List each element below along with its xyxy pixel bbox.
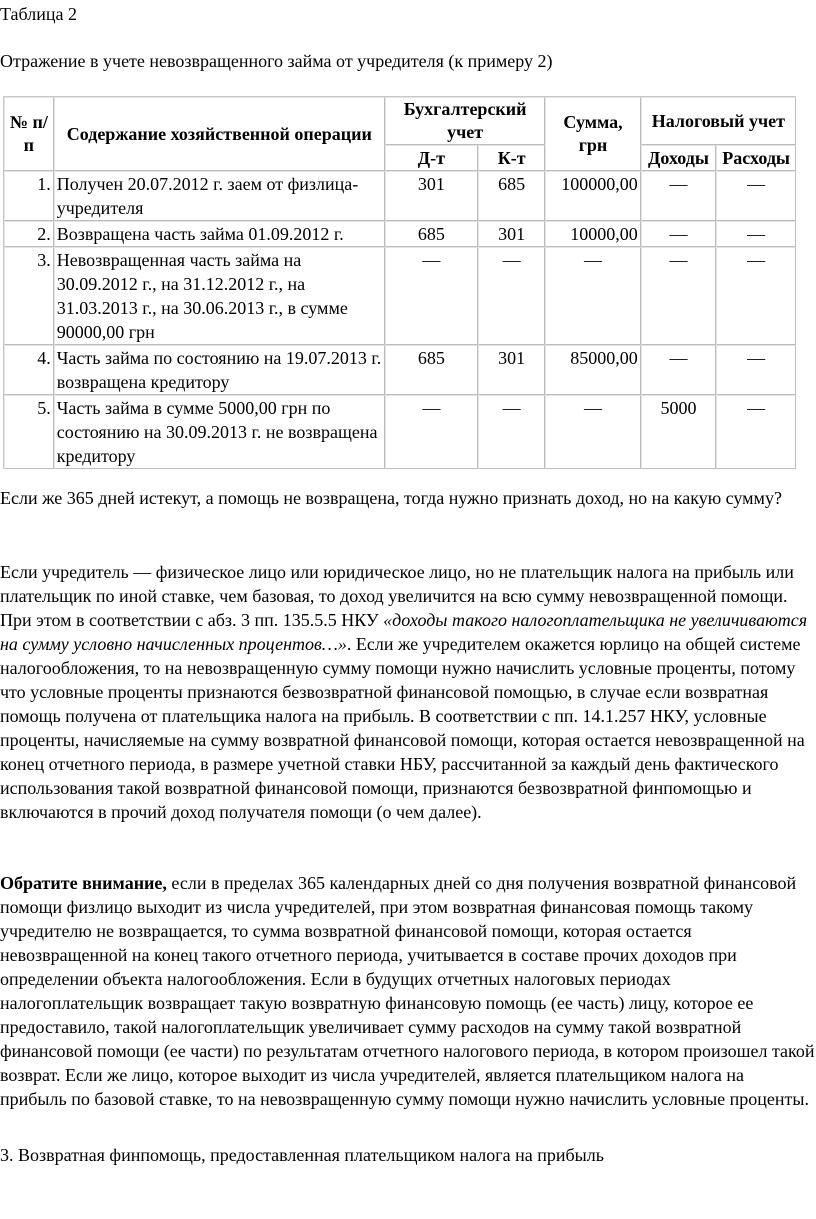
- accounting-table: [3, 96, 796, 469]
- row-credit: 301: [478, 221, 545, 247]
- row-operation: Невозвращенная часть займа на 30.09.2012 г., на 31.12.2012 г., на 31.03.2013 г., на 30.06.2013 г., в сумме 90000,00 грн: [54, 247, 385, 345]
- paragraph-founder-text-a: Если учредитель — физическое лицо или юридическое лицо, но не плательщик налога на прибыль или плательщик по иной ставке, чем базовая, то доход увеличится на всю сумму невозвращенной помощи. При этом в соответствии с абз. 3 пп. 135.5.5 НКУ: [0, 562, 794, 630]
- row-income: —: [641, 345, 717, 395]
- paragraph-attention: [0, 871, 815, 1111]
- table-row: [4, 221, 796, 247]
- row-credit: —: [478, 395, 545, 469]
- row-debit: —: [385, 395, 478, 469]
- row-debit: 685: [385, 221, 478, 247]
- table-title: Таблица 2: [0, 4, 77, 24]
- row-sum: —: [545, 395, 640, 469]
- row-income: —: [641, 247, 717, 345]
- row-credit: 685: [478, 171, 545, 221]
- row-sum: 100000,00: [545, 171, 640, 221]
- table-row: [4, 171, 796, 221]
- row-expense: —: [716, 247, 796, 345]
- paragraph-founder: [0, 560, 815, 824]
- row-num: 2.: [4, 221, 54, 247]
- row-expense: —: [716, 221, 796, 247]
- row-debit: 301: [385, 171, 478, 221]
- row-income: —: [641, 171, 717, 221]
- row-num: 4.: [4, 345, 54, 395]
- paragraph-founder-text-b: . Если же учредителем окажется юрлицо на общей системе налогообложения, то на невозвращенную сумму помощи нужно начислить условные проценты, потому что условные проценты признаются безвозвратной финансовой помощью, в случае если возвратная помощь получена от плательщика налога на прибыль. В соответствии с пп. 14.1.257 НКУ, условные проценты, начисляемые на сумму возвратной финансовой помощи, которая остается невозвращенной на конец отчетного периода, в размере учетной ставки НБУ, рассчитанной за каждый день фактического использования такой возвратной финансовой помощи, признаются безвозвратной финпомощью и включаются в прочий доход получателя помощи (о чем далее).: [0, 634, 805, 822]
- paragraph-founder-quote: «доходы такого налогоплательщика не увеличиваются на сумму условно начисленных процентов…»: [0, 610, 808, 654]
- table-row: [4, 345, 796, 395]
- row-sum: —: [545, 247, 640, 345]
- row-operation: Получен 20.07.2012 г. заем от физлица-учредителя: [54, 171, 385, 221]
- header-debit: Д-т: [385, 145, 478, 171]
- row-operation: Часть займа по состоянию на 19.07.2013 г. возвращена кредитору: [54, 345, 385, 395]
- section-heading: 3. Возвратная финпомощь, предоставленная плательщиком налога на прибыль: [0, 1145, 604, 1165]
- row-num: 1.: [4, 171, 54, 221]
- header-tax: Налоговый учет: [641, 97, 796, 145]
- attention-text: если в пределах 365 календарных дней со дня получения возвратной финансовой помощи физлицо выходит из числа учредителей, при этом возвратная финансовая помощь такому учредителю не возвращается, то сумма возвратной финансовой помощи, которая остается невозвращенной на конец такого отчетного периода, учитывается в составе прочих доходов при определении объекта налогообложения. Если в будущих отчетных налоговых периодах налогоплательщик возвращает такую возвратную финансовую помощь (ее часть) лицу, которое ее предоставило, такой налогоплательщик увеличивает сумму расходов на сумму такой возвратной финансовой помощи (ее части) по результатам отчетного налогового периода, в котором произошел такой возврат. Если же лицо, которое выходит из числа учредителей, является плательщиком налога на прибыль по базовой ставке, то на невозвращенную сумму помощи нужно начислить условные проценты.: [0, 873, 815, 1109]
- row-debit: —: [385, 247, 478, 345]
- header-accounting: Бухгалтерский учет: [385, 97, 545, 145]
- header-sum: Сумма, грн: [545, 97, 640, 171]
- row-income: 5000: [641, 395, 717, 469]
- paragraph-question: Если же 365 дней истекут, а помощь не возвращена, тогда нужно признать доход, но на какую сумму?: [0, 488, 782, 508]
- header-credit: К-т: [478, 145, 545, 171]
- header-num: № п/п: [4, 97, 54, 171]
- header-income: Доходы: [641, 145, 717, 171]
- row-expense: —: [716, 171, 796, 221]
- row-operation: Часть займа в сумме 5000,00 грн по состоянию на 30.09.2013 г. не возвращена кредитору: [54, 395, 385, 469]
- row-debit: 685: [385, 345, 478, 395]
- row-num: 3.: [4, 247, 54, 345]
- row-expense: —: [716, 345, 796, 395]
- row-credit: 301: [478, 345, 545, 395]
- row-income: —: [641, 221, 717, 247]
- row-credit: —: [478, 247, 545, 345]
- header-operation: Содержание хозяйственной операции: [54, 97, 385, 171]
- table-row: [4, 247, 796, 345]
- header-expense: Расходы: [716, 145, 796, 171]
- table-caption: Отражение в учете невозвращенного займа от учредителя (к примеру 2): [0, 51, 553, 71]
- row-sum: 85000,00: [545, 345, 640, 395]
- row-num: 5.: [4, 395, 54, 469]
- row-sum: 10000,00: [545, 221, 640, 247]
- row-expense: —: [716, 395, 796, 469]
- attention-label: Обратите внимание,: [0, 873, 167, 893]
- row-operation: Возвращена часть займа 01.09.2012 г.: [54, 221, 385, 247]
- table-row: [4, 395, 796, 469]
